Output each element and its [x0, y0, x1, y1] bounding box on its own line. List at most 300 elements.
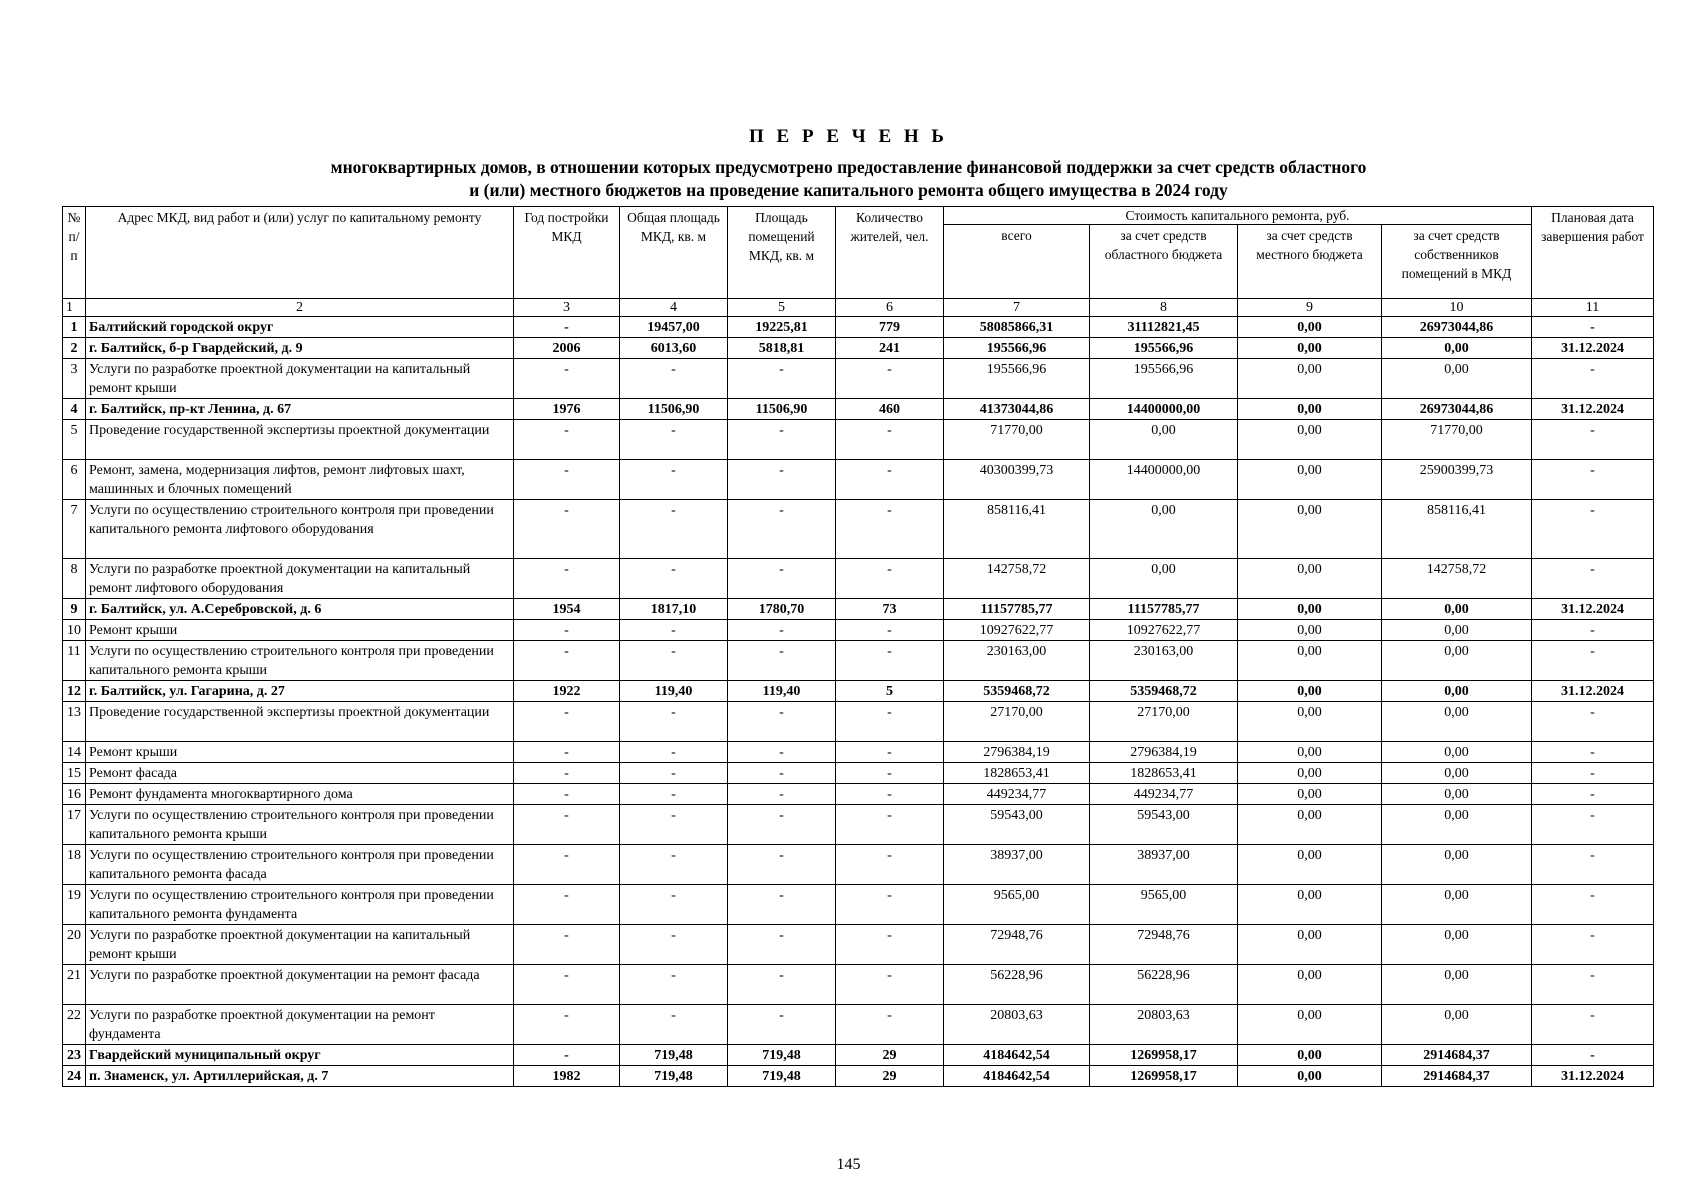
cell-premises: -	[728, 641, 836, 681]
cell-area: -	[620, 763, 728, 784]
cell-area: -	[620, 1005, 728, 1045]
cell-num: 23	[63, 1045, 86, 1066]
cell-area: -	[620, 500, 728, 559]
cell-residents: -	[836, 460, 944, 500]
cell-date: -	[1532, 620, 1654, 641]
cell-total: 38937,00	[944, 845, 1090, 885]
cell-date: 31.12.2024	[1532, 681, 1654, 702]
table-row-work	[63, 805, 1654, 845]
cell-total: 1828653,41	[944, 763, 1090, 784]
cell-name: Услуги по разработке проектной документации на капитальный ремонт лифтового оборудования	[86, 559, 514, 599]
cell-total: 195566,96	[944, 338, 1090, 359]
table-row-object	[63, 338, 1654, 359]
cell-area: -	[620, 805, 728, 845]
cell-regional: 195566,96	[1090, 338, 1238, 359]
cell-num: 14	[63, 742, 86, 763]
table-row-work	[63, 420, 1654, 460]
cell-local: 0,00	[1238, 763, 1382, 784]
table-row-work	[63, 925, 1654, 965]
cell-premises: -	[728, 702, 836, 742]
cell-premises: -	[728, 500, 836, 559]
cell-residents: -	[836, 784, 944, 805]
document-subtitle-line-1: многоквартирных домов, в отношении которых предусмотрено предоставление финансовой поддержки за счет средств областного	[330, 157, 1367, 177]
table-row-work	[63, 1005, 1654, 1045]
cell-local: 0,00	[1238, 599, 1382, 620]
table-row-work	[63, 359, 1654, 399]
cell-year: -	[514, 641, 620, 681]
cell-residents: -	[836, 845, 944, 885]
cell-name: Услуги по разработке проектной документации на капитальный ремонт крыши	[86, 925, 514, 965]
cell-num: 6	[63, 460, 86, 500]
cell-total: 71770,00	[944, 420, 1090, 460]
document-subtitle-line-2: и (или) местного бюджетов на проведение капитального ремонта общего имущества в 2024 году	[469, 180, 1228, 200]
cell-date: -	[1532, 500, 1654, 559]
cell-name: Ремонт фасада	[86, 763, 514, 784]
table-row-work	[63, 460, 1654, 500]
cell-local: 0,00	[1238, 885, 1382, 925]
cell-owners: 0,00	[1382, 925, 1532, 965]
cell-owners: 26973044,86	[1382, 399, 1532, 420]
cell-area: 119,40	[620, 681, 728, 702]
cell-regional: 59543,00	[1090, 805, 1238, 845]
cell-name: Проведение государственной экспертизы проектной документации	[86, 420, 514, 460]
cell-year: 1922	[514, 681, 620, 702]
cell-area: -	[620, 359, 728, 399]
column-number: 8	[1090, 299, 1238, 317]
cell-name: Услуги по осуществлению строительного контроля при проведении капитального ремонта фасада	[86, 845, 514, 885]
header-cost-local: за счет средств местного бюджета	[1238, 225, 1382, 299]
cell-regional: 72948,76	[1090, 925, 1238, 965]
cell-year: 1954	[514, 599, 620, 620]
cell-name: Ремонт крыши	[86, 742, 514, 763]
cell-year: -	[514, 317, 620, 338]
cell-owners: 0,00	[1382, 681, 1532, 702]
cell-total: 40300399,73	[944, 460, 1090, 500]
table-row-work	[63, 763, 1654, 784]
cell-total: 20803,63	[944, 1005, 1090, 1045]
cell-owners: 0,00	[1382, 763, 1532, 784]
cell-num: 19	[63, 885, 86, 925]
cell-local: 0,00	[1238, 702, 1382, 742]
cell-num: 9	[63, 599, 86, 620]
column-number: 11	[1532, 299, 1654, 317]
cell-num: 15	[63, 763, 86, 784]
cell-regional: 27170,00	[1090, 702, 1238, 742]
cell-local: 0,00	[1238, 784, 1382, 805]
cell-owners: 142758,72	[1382, 559, 1532, 599]
cell-year: -	[514, 420, 620, 460]
cell-year: 2006	[514, 338, 620, 359]
cell-residents: -	[836, 805, 944, 845]
cell-name: Ремонт фундамента многоквартирного дома	[86, 784, 514, 805]
cell-num: 18	[63, 845, 86, 885]
cell-regional: 0,00	[1090, 420, 1238, 460]
cell-premises: 719,48	[728, 1045, 836, 1066]
cell-owners: 0,00	[1382, 805, 1532, 845]
cell-area: -	[620, 420, 728, 460]
cell-regional: 0,00	[1090, 500, 1238, 559]
cell-name: Балтийский городской округ	[86, 317, 514, 338]
cell-total: 10927622,77	[944, 620, 1090, 641]
cell-area: -	[620, 620, 728, 641]
cell-name: Услуги по осуществлению строительного контроля при проведении капитального ремонта фундамента	[86, 885, 514, 925]
table-row-work	[63, 742, 1654, 763]
cell-name: Гвардейский муниципальный округ	[86, 1045, 514, 1066]
cell-total: 858116,41	[944, 500, 1090, 559]
cell-date: -	[1532, 420, 1654, 460]
cell-residents: -	[836, 559, 944, 599]
cell-regional: 1269958,17	[1090, 1045, 1238, 1066]
cell-year: -	[514, 620, 620, 641]
cell-num: 24	[63, 1066, 86, 1087]
cell-year: -	[514, 763, 620, 784]
table-row-work	[63, 702, 1654, 742]
cell-total: 5359468,72	[944, 681, 1090, 702]
cell-regional: 1269958,17	[1090, 1066, 1238, 1087]
cell-area: -	[620, 641, 728, 681]
cell-local: 0,00	[1238, 359, 1382, 399]
cell-num: 22	[63, 1005, 86, 1045]
cell-name: п. Знаменск, ул. Артиллерийская, д. 7	[86, 1066, 514, 1087]
cell-regional: 56228,96	[1090, 965, 1238, 1005]
cell-total: 11157785,77	[944, 599, 1090, 620]
cell-area: -	[620, 742, 728, 763]
cell-area: -	[620, 965, 728, 1005]
cell-residents: -	[836, 420, 944, 460]
document-title: П Е Р Е Ч Е Н Ь	[749, 126, 948, 147]
cell-year: -	[514, 702, 620, 742]
cell-premises: -	[728, 885, 836, 925]
cell-name: Услуги по осуществлению строительного контроля при проведении капитального ремонта лифтового оборудования	[86, 500, 514, 559]
cell-premises: 119,40	[728, 681, 836, 702]
header-residents: Количество жителей, чел.	[836, 207, 944, 299]
table-header-row	[63, 207, 1654, 225]
cell-num: 8	[63, 559, 86, 599]
cell-premises: 5818,81	[728, 338, 836, 359]
table-row-object	[63, 1066, 1654, 1087]
cell-name: Услуги по разработке проектной документации на ремонт фундамента	[86, 1005, 514, 1045]
cell-total: 27170,00	[944, 702, 1090, 742]
cell-year: -	[514, 965, 620, 1005]
cell-area: 1817,10	[620, 599, 728, 620]
column-number-row	[63, 299, 1654, 317]
cell-name: г. Балтийск, ул. Гагарина, д. 27	[86, 681, 514, 702]
cell-num: 13	[63, 702, 86, 742]
cell-total: 195566,96	[944, 359, 1090, 399]
cell-owners: 2914684,37	[1382, 1045, 1532, 1066]
cell-local: 0,00	[1238, 1045, 1382, 1066]
cell-date: -	[1532, 845, 1654, 885]
cell-premises: -	[728, 845, 836, 885]
cell-date: -	[1532, 1045, 1654, 1066]
header-address: Адрес МКД, вид работ и (или) услуг по капитальному ремонту	[86, 207, 514, 299]
cell-regional: 20803,63	[1090, 1005, 1238, 1045]
cell-residents: -	[836, 965, 944, 1005]
cell-date: -	[1532, 1005, 1654, 1045]
cell-local: 0,00	[1238, 559, 1382, 599]
cell-total: 4184642,54	[944, 1066, 1090, 1087]
cell-owners: 0,00	[1382, 784, 1532, 805]
cell-year: -	[514, 885, 620, 925]
cell-residents: 29	[836, 1045, 944, 1066]
cell-owners: 0,00	[1382, 620, 1532, 641]
cell-premises: -	[728, 925, 836, 965]
cell-area: -	[620, 845, 728, 885]
cell-regional: 14400000,00	[1090, 399, 1238, 420]
cell-date: -	[1532, 359, 1654, 399]
cell-premises: -	[728, 742, 836, 763]
cell-local: 0,00	[1238, 399, 1382, 420]
cell-regional: 230163,00	[1090, 641, 1238, 681]
cell-year: 1982	[514, 1066, 620, 1087]
cell-name: г. Балтийск, ул. А.Серебровской, д. 6	[86, 599, 514, 620]
table-row-object	[63, 681, 1654, 702]
table-row-work	[63, 641, 1654, 681]
table-row-work	[63, 965, 1654, 1005]
cell-premises: 11506,90	[728, 399, 836, 420]
cell-local: 0,00	[1238, 317, 1382, 338]
header-year: Год постройки МКД	[514, 207, 620, 299]
cell-name: Услуги по разработке проектной документации на капитальный ремонт крыши	[86, 359, 514, 399]
header-cost-regional: за счет средств областного бюджета	[1090, 225, 1238, 299]
cell-owners: 0,00	[1382, 641, 1532, 681]
cell-date: -	[1532, 641, 1654, 681]
cell-date: -	[1532, 784, 1654, 805]
table-row-work	[63, 845, 1654, 885]
cell-residents: -	[836, 500, 944, 559]
cell-residents: -	[836, 1005, 944, 1045]
cell-premises: -	[728, 620, 836, 641]
cell-total: 72948,76	[944, 925, 1090, 965]
cell-name: г. Балтийск, б-р Гвардейский, д. 9	[86, 338, 514, 359]
cell-local: 0,00	[1238, 845, 1382, 885]
cell-date: 31.12.2024	[1532, 599, 1654, 620]
cell-residents: -	[836, 620, 944, 641]
page-number: 145	[836, 1156, 861, 1173]
cell-premises: -	[728, 805, 836, 845]
cell-residents: 73	[836, 599, 944, 620]
cell-local: 0,00	[1238, 420, 1382, 460]
cell-regional: 195566,96	[1090, 359, 1238, 399]
cell-area: 719,48	[620, 1045, 728, 1066]
cell-total: 58085866,31	[944, 317, 1090, 338]
table-row-object	[63, 599, 1654, 620]
cell-local: 0,00	[1238, 620, 1382, 641]
cell-area: -	[620, 885, 728, 925]
column-number: 5	[728, 299, 836, 317]
cell-local: 0,00	[1238, 641, 1382, 681]
cell-name: Услуги по осуществлению строительного контроля при проведении капитального ремонта крыши	[86, 805, 514, 845]
header-cost-owners: за счет средств собственников помещений в МКД	[1382, 225, 1532, 299]
cell-num: 21	[63, 965, 86, 1005]
cell-premises: -	[728, 784, 836, 805]
cell-premises: -	[728, 763, 836, 784]
cell-total: 9565,00	[944, 885, 1090, 925]
column-number: 1	[63, 299, 86, 317]
cell-date: -	[1532, 460, 1654, 500]
cell-premises: -	[728, 420, 836, 460]
cell-num: 16	[63, 784, 86, 805]
cell-total: 41373044,86	[944, 399, 1090, 420]
cell-name: Проведение государственной экспертизы проектной документации	[86, 702, 514, 742]
cell-owners: 0,00	[1382, 885, 1532, 925]
cell-regional: 11157785,77	[1090, 599, 1238, 620]
cell-num: 12	[63, 681, 86, 702]
cell-residents: -	[836, 359, 944, 399]
cell-residents: -	[836, 885, 944, 925]
cell-owners: 0,00	[1382, 965, 1532, 1005]
cell-local: 0,00	[1238, 1005, 1382, 1045]
cell-local: 0,00	[1238, 965, 1382, 1005]
cell-local: 0,00	[1238, 805, 1382, 845]
column-number: 2	[86, 299, 514, 317]
cell-regional: 449234,77	[1090, 784, 1238, 805]
cell-local: 0,00	[1238, 1066, 1382, 1087]
cell-num: 11	[63, 641, 86, 681]
cell-local: 0,00	[1238, 681, 1382, 702]
cell-total: 59543,00	[944, 805, 1090, 845]
cell-premises: 719,48	[728, 1066, 836, 1087]
cell-num: 4	[63, 399, 86, 420]
cell-local: 0,00	[1238, 742, 1382, 763]
cell-residents: -	[836, 763, 944, 784]
cell-name: Ремонт крыши	[86, 620, 514, 641]
column-number: 10	[1382, 299, 1532, 317]
cell-owners: 0,00	[1382, 1005, 1532, 1045]
cell-residents: -	[836, 925, 944, 965]
cell-premises: -	[728, 559, 836, 599]
cell-regional: 9565,00	[1090, 885, 1238, 925]
cell-regional: 14400000,00	[1090, 460, 1238, 500]
cell-premises: 19225,81	[728, 317, 836, 338]
column-number: 9	[1238, 299, 1382, 317]
cell-owners: 26973044,86	[1382, 317, 1532, 338]
cell-owners: 2914684,37	[1382, 1066, 1532, 1087]
header-cost-total: всего	[944, 225, 1090, 299]
cell-owners: 0,00	[1382, 599, 1532, 620]
column-number: 7	[944, 299, 1090, 317]
cell-year: -	[514, 925, 620, 965]
cell-date: -	[1532, 925, 1654, 965]
cell-regional: 38937,00	[1090, 845, 1238, 885]
cell-year: -	[514, 500, 620, 559]
cell-year: -	[514, 460, 620, 500]
cell-premises: -	[728, 965, 836, 1005]
cell-date: -	[1532, 805, 1654, 845]
cell-owners: 71770,00	[1382, 420, 1532, 460]
header-num: № п/п	[63, 207, 86, 299]
cell-num: 2	[63, 338, 86, 359]
cell-owners: 858116,41	[1382, 500, 1532, 559]
cell-area: -	[620, 784, 728, 805]
cell-date: -	[1532, 885, 1654, 925]
cell-owners: 0,00	[1382, 742, 1532, 763]
cell-local: 0,00	[1238, 460, 1382, 500]
cell-residents: 241	[836, 338, 944, 359]
cell-premises: 1780,70	[728, 599, 836, 620]
cell-date: 31.12.2024	[1532, 399, 1654, 420]
cell-residents: -	[836, 702, 944, 742]
buildings-table	[62, 206, 1654, 1087]
cell-date: -	[1532, 317, 1654, 338]
cell-date: -	[1532, 742, 1654, 763]
cell-residents: -	[836, 742, 944, 763]
cell-num: 10	[63, 620, 86, 641]
header-planned-date: Плановая дата завершения работ	[1532, 207, 1654, 299]
cell-area: 6013,60	[620, 338, 728, 359]
cell-date: -	[1532, 965, 1654, 1005]
cell-date: -	[1532, 559, 1654, 599]
cell-local: 0,00	[1238, 338, 1382, 359]
cell-owners: 0,00	[1382, 338, 1532, 359]
header-total-area: Общая площадь МКД, кв. м	[620, 207, 728, 299]
cell-area: 19457,00	[620, 317, 728, 338]
cell-regional: 5359468,72	[1090, 681, 1238, 702]
cell-name: Услуги по разработке проектной документации на ремонт фасада	[86, 965, 514, 1005]
cell-num: 17	[63, 805, 86, 845]
column-number: 3	[514, 299, 620, 317]
cell-local: 0,00	[1238, 925, 1382, 965]
cell-total: 2796384,19	[944, 742, 1090, 763]
cell-area: -	[620, 559, 728, 599]
cell-num: 5	[63, 420, 86, 460]
cell-owners: 0,00	[1382, 845, 1532, 885]
cell-year: 1976	[514, 399, 620, 420]
cell-total: 142758,72	[944, 559, 1090, 599]
table-row-object	[63, 399, 1654, 420]
cell-total: 230163,00	[944, 641, 1090, 681]
cell-total: 449234,77	[944, 784, 1090, 805]
cell-year: -	[514, 359, 620, 399]
cell-regional: 1828653,41	[1090, 763, 1238, 784]
cell-owners: 25900399,73	[1382, 460, 1532, 500]
column-number: 4	[620, 299, 728, 317]
cell-residents: 460	[836, 399, 944, 420]
cell-total: 4184642,54	[944, 1045, 1090, 1066]
cell-num: 3	[63, 359, 86, 399]
table-row-work	[63, 620, 1654, 641]
cell-name: Ремонт, замена, модернизация лифтов, ремонт лифтовых шахт, машинных и блочных помещений	[86, 460, 514, 500]
header-cost-group: Стоимость капитального ремонта, руб.	[944, 207, 1532, 225]
cell-residents: -	[836, 641, 944, 681]
cell-name: г. Балтийск, пр-кт Ленина, д. 67	[86, 399, 514, 420]
cell-owners: 0,00	[1382, 702, 1532, 742]
cell-year: -	[514, 742, 620, 763]
cell-date: -	[1532, 763, 1654, 784]
cell-area: -	[620, 925, 728, 965]
cell-residents: 779	[836, 317, 944, 338]
cell-date: 31.12.2024	[1532, 1066, 1654, 1087]
cell-regional: 31112821,45	[1090, 317, 1238, 338]
table-row-work	[63, 500, 1654, 559]
cell-year: -	[514, 1005, 620, 1045]
cell-year: -	[514, 845, 620, 885]
cell-area: -	[620, 460, 728, 500]
cell-num: 1	[63, 317, 86, 338]
cell-year: -	[514, 559, 620, 599]
cell-date: -	[1532, 702, 1654, 742]
cell-num: 7	[63, 500, 86, 559]
cell-name: Услуги по осуществлению строительного контроля при проведении капитального ремонта крыши	[86, 641, 514, 681]
cell-regional: 0,00	[1090, 559, 1238, 599]
cell-year: -	[514, 1045, 620, 1066]
cell-total: 56228,96	[944, 965, 1090, 1005]
header-premises-area: Площадь помещений МКД, кв. м	[728, 207, 836, 299]
cell-premises: -	[728, 1005, 836, 1045]
cell-residents: 29	[836, 1066, 944, 1087]
cell-area: -	[620, 702, 728, 742]
cell-year: -	[514, 805, 620, 845]
